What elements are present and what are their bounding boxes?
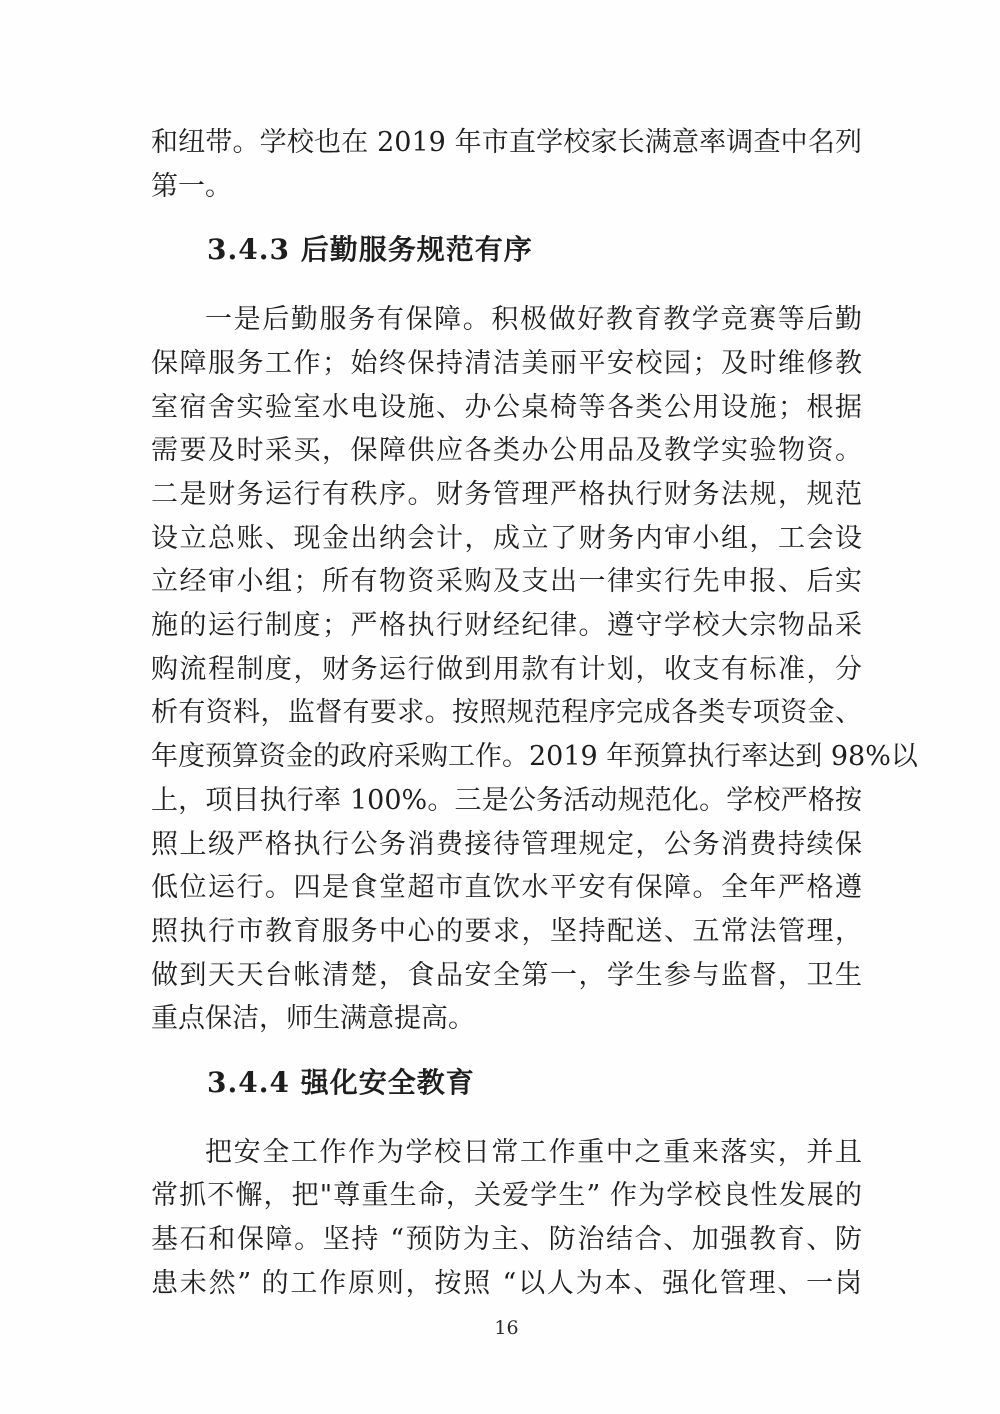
text-line: 购流程制度，财务运行做到用款有计划，收支有标准，分 [151,653,862,685]
text-line: 照上级严格执行公务消费接待管理规定，公务消费持续保 [151,828,862,860]
text-line: 年度预算资金的政府采购工作。2019 年预算执行率达到 98%以 [151,741,918,773]
text-line: 和纽带。学校也在 2019 年市直学校家长满意率调查中名列 [151,127,862,158]
text-line: 把安全工作作为学校日常工作重中之重来落实，并且 [205,1136,862,1168]
text-line: 一是后勤服务有保障。积极做好教育教学竞赛等后勤 [205,304,862,336]
section-heading-3-4-4: 3.4.4 强化安全教育 [207,1066,475,1100]
text-line: 患未然” 的工作原则，按照 “以人为本、强化管理、一岗 [151,1267,862,1299]
page-number: 16 [494,1316,519,1339]
intro-paragraph [151,121,862,208]
text-line: 上，项目执行率 100%。三是公务活动规范化。学校严格按 [151,784,862,816]
section-3-4-3-paragraph [151,298,918,1041]
text-line: 重点保洁，师生满意提高。 [151,1003,475,1035]
text-line: 低位运行。四是食堂超市直饮水平安有保障。全年严格遵 [151,872,862,904]
text-column [151,0,918,1341]
text-line: 需要及时采买，保障供应各类办公用品及教学实验物资。 [151,435,862,467]
text-line: 施的运行制度；严格执行财经纪律。遵守学校大宗物品采 [151,610,862,642]
text-line: 保障服务工作；始终保持清洁美丽平安校园；及时维修教 [151,347,862,379]
text-line: 照执行市教育服务中心的要求，坚持配送、五常法管理， [151,915,862,947]
text-line: 析有资料，监督有要求。按照规范程序完成各类专项资金、 [151,697,862,729]
text-line: 常抓不懈，把"尊重生命，关爱学生” 作为学校良性发展的 [151,1180,862,1212]
text-line: 基石和保障。坚持 “预防为主、防治结合、加强教育、防 [151,1224,862,1256]
text-line: 二是财务运行有秩序。财务管理严格执行财务法规，规范 [151,478,862,510]
section-3-4-4-paragraph [151,1131,862,1306]
text-line: 室宿舍实验室水电设施、办公桌椅等各类公用设施；根据 [151,391,862,423]
text-line: 设立总账、现金出纳会计，成立了财务内审小组，工会设 [151,522,862,554]
text-line: 第一。 [151,170,232,202]
text-line: 立经审小组；所有物资采购及支出一律实行先申报、后实 [151,566,862,598]
section-heading-3-4-3: 3.4.3 后勤服务规范有序 [207,233,533,267]
text-line: 做到天天台帐清楚，食品安全第一，学生参与监督，卫生 [151,959,862,991]
